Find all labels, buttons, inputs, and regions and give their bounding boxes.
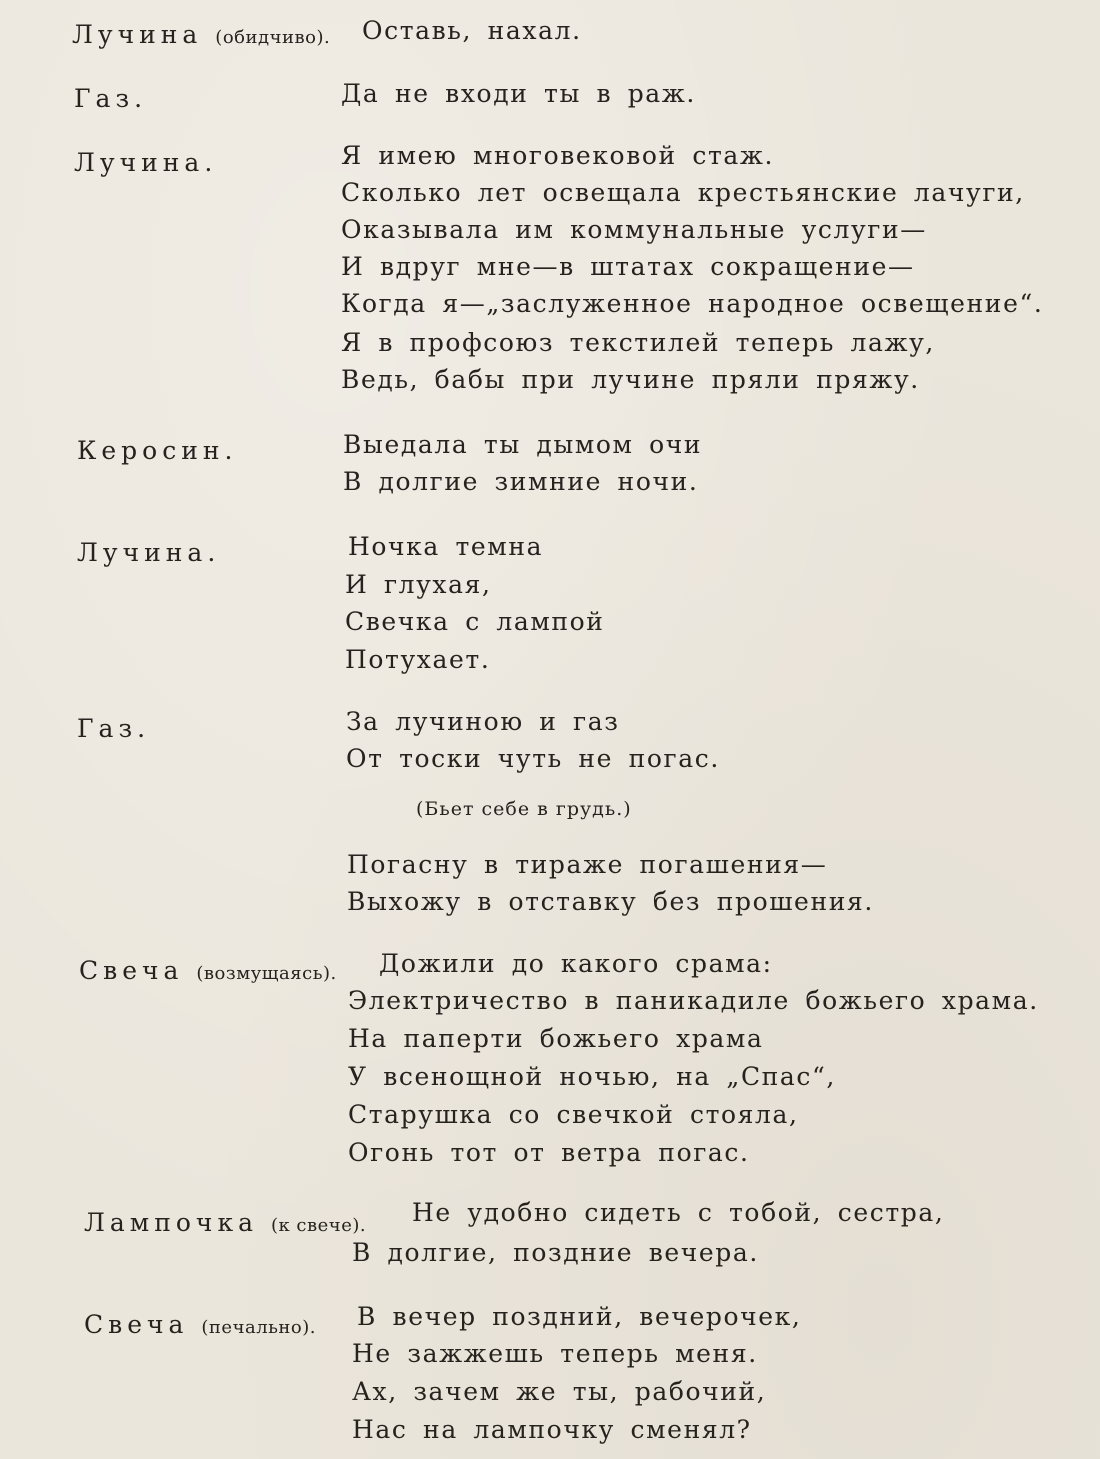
verse-line: Не удобно сидеть с тобой, сестра, xyxy=(412,1198,945,1227)
verse-line: Я имею многовековой стаж. xyxy=(341,141,775,170)
speaker-luchina-3: Лучина. xyxy=(77,538,221,567)
speaker-kerosin: Керосин. xyxy=(77,436,238,465)
verse-line: И вдруг мне—в штатах сокращение— xyxy=(341,252,915,281)
verse-line: Когда я—„заслуженное народное освещение“. xyxy=(341,289,1044,318)
verse-line: Дожили до какого срама: xyxy=(379,949,773,978)
speaker-lampochka xyxy=(84,1210,366,1235)
verse-line: В долгие, поздние вечера. xyxy=(352,1238,759,1267)
speaker-gaz-1: Газ. xyxy=(74,84,148,113)
verse-line: Огонь тот от ветра погас. xyxy=(348,1138,750,1167)
speaker-svecha-2 xyxy=(84,1312,316,1337)
verse-line: На паперти божьего храма xyxy=(348,1024,764,1053)
verse-line: Сколько лет освещала крестьянские лачуги, xyxy=(341,178,1025,207)
verse-line: Электричество в паникадиле божьего храма. xyxy=(348,986,1039,1015)
speaker-name: Лучина xyxy=(72,20,203,49)
verse-line: И глухая, xyxy=(345,570,492,599)
verse-line: Ведь, бабы при лучине пряли пряжу. xyxy=(341,365,920,394)
verse-line: Да не входи ты в раж. xyxy=(341,79,696,108)
speaker-luchina-1 xyxy=(72,22,330,47)
verse-line: От тоски чуть не погас. xyxy=(346,744,720,773)
verse-line: За лучиною и газ xyxy=(346,707,620,736)
verse-line: Ночка темна xyxy=(348,532,544,561)
verse-line: Старушка со свечкой стояла, xyxy=(348,1100,799,1129)
verse-line: Я в профсоюз текстилей теперь лажу, xyxy=(341,328,935,357)
verse-line: Нас на лампочку сменял? xyxy=(352,1415,752,1444)
speaker-svecha-1 xyxy=(79,958,337,983)
speaker-gaz-2: Газ. xyxy=(77,714,151,743)
stage-direction: (к свече). xyxy=(270,1215,367,1236)
speaker-name: Свеча xyxy=(84,1310,189,1339)
verse-line: В долгие зимние ночи. xyxy=(343,467,699,496)
verse-line: Выхожу в отставку без прошения. xyxy=(347,887,874,916)
verse-line: Выедала ты дымом очи xyxy=(343,430,703,459)
verse-line: Погасну в тираже погашения— xyxy=(347,850,828,879)
verse-line: Оказывала им коммунальные услуги— xyxy=(341,215,927,244)
speaker-name: Лампочка xyxy=(84,1208,258,1237)
speaker-name: Свеча xyxy=(79,956,184,985)
verse-line: Потухает. xyxy=(345,645,491,674)
stage-direction: (печально). xyxy=(201,1317,317,1338)
stage-direction-line: (Бьет себе в грудь.) xyxy=(416,798,632,820)
stage-direction: (возмущаясь). xyxy=(196,963,337,984)
verse-line: Оставь, нахал. xyxy=(362,16,582,45)
speaker-luchina-2: Лучина. xyxy=(74,148,218,177)
stage-direction: (обидчиво). xyxy=(215,27,331,48)
verse-line: У всенощной ночью, на „Спас“, xyxy=(348,1062,836,1091)
verse-line: Ах, зачем же ты, рабочий, xyxy=(352,1377,767,1406)
verse-line: Не зажжешь теперь меня. xyxy=(352,1339,758,1368)
verse-line: В вечер поздний, вечерочек, xyxy=(357,1302,802,1331)
verse-line: Свечка с лампой xyxy=(345,607,605,636)
